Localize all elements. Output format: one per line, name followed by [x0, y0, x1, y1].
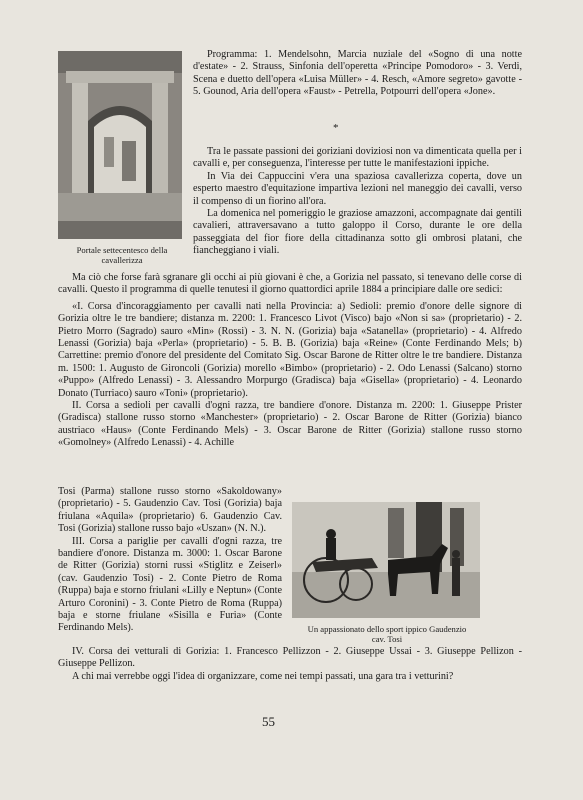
portal-caption: Portale settecentesco della cavallerizza [76, 245, 168, 265]
race-4: IV. Corsa dei vetturali di Gorizia: 1. Francesco Pellizzon - 2. Giuseppe Ussai - 3. Giuseppe Pellizon - Giuseppe Pellizon. [58, 646, 522, 670]
race-2: II. Corsa a sedioli per cavalli d'ogni razza, tre bandiere d'onore. Distanza m. 2200: 1. Giuseppe Prister (Gradisca) stallone russo storno «Manchester» (proprietario) - 2. Oscar Barone de Ritter (Gorizia) bianco austriaco «Haus» (Conte Ferdinando Mels) - 3. Oscar Barone de Ritter (Gorizia) stallone russo storno «Gomolney» (Alfredo Lenassi) - 4. Achille [58, 400, 522, 449]
paragraph-3: La domenica nel pomeriggio le graziose amazzoni, accompagnate dai gentili cavalieri, attraversavano a tutto galoppo il Corso, durante le ore della passeggiata del fior fiore della cittadinanza sotto gli ombrosi platani, che fiancheggiano i viali. [193, 208, 522, 257]
page-number: 55 [262, 714, 275, 729]
section-separator: * [333, 122, 339, 134]
closing-paragraph: A chi mai verrebbe oggi l'idea di organizzare, come nei tempi passati, una gara tra i vetturini? [72, 670, 454, 682]
carriage-caption: Un appassionato dello sport ippico Gaudenzio cav. Tosi [307, 624, 467, 644]
race-1: «I. Corsa d'incoraggiamento per cavalli nati nella Provincia: a) Sedioli: premio d'onore delle signore di Gorizia oltre le tre bandiere; distanza m. 2200: 1. Francesco Livot (Visco) bajo «Non si sa» (proprietario) - 2. Pietro Morro (Sagrado) sauro «Min» (Rossi) - 3. N. N. (Gorizia) baja «Satanella» (proprietario) - 4. Alfredo Lenassi (Gorizia) baja «Perla» (proprietario) - 5. B. B. (Gorizia) baja «Reine» (Conte Ferdinando Mels; b) Carrettine: premio d'onore del presidente del Comitato Sig. Oscar Barone de Ritter oltre le tre bandiere. Distanza m. 1500: 1. Augusto de Gironcoli (Gorizia) morello «Bimbo» (proprietario) - 2. Odo Lenassi (Salcano) storno «Puppo» (Alfredo Lenassi) - 3. Alessandro Morpurgo (Gradisca) baja «Gisella» (proprietario) - 4. Leonardo Donato (Turriaco) sauro «Toni» (proprietario). [58, 300, 522, 399]
bottom-text [58, 646, 522, 683]
paragraph-2: In Via dei Cappuccini v'era una spaziosa cavallerizza coperta, dove un esperto maestro d'equitazione impartiva lezioni nel maneggio dei cavalli, verso il compenso di un fiorino all'ora. [193, 170, 522, 207]
left-column [58, 486, 282, 635]
intro-column [193, 146, 522, 258]
main-text [58, 272, 522, 450]
race-2-cont: Tosi (Parma) stallone russo storno «Sakoldowany» (proprietario) - 5. Gaudenzio Cav. Tosi (Gorizia) baja friulana «Aquila» (proprietario) 6. Gaudenzio Cav. Tosi (Gorizia) stallone russo bajo «Uszan» (N. N.). [58, 486, 282, 535]
carriage-photo [292, 502, 480, 618]
paragraph-4: Ma ciò che forse farà sgranare gli occhi ai più giovani è che, a Gorizia nel passato, si tenevano delle corse di cavalli. Questo il programma di quelle tenutesi il giorno quattordici aprile 1884 a principiare dalle ore sedici: [58, 272, 522, 296]
carriage-image [292, 502, 480, 618]
race-3: III. Corsa a pariglie per cavalli d'ogni razza, tre bandiere d'onore. Distanza m. 3000: 1. Oscar Barone de Ritter (Gorizia) storni russi «Stiglitz e Zeiserl» (cav. Gaudenzio Tosi) - 2. Conte Pietro de Roma (Ruppa) baja e storno friulani «Lilly e Neptun» (Conte Arturo Coronini) - 3. Conte Pietro de Roma (Ruppa) baja e storne friulane «Sisilla e Furia» (Conte Ferdinando Mels). [58, 535, 282, 634]
programma-text: Programma: 1. Mendelsohn, Marcia nuziale del «Sogno di una notte d'estate» - 2. Strauss, Sinfonia dell'operetta «Principe Pomodoro» - 3. Verdi, Scena e duetto dell'opera «Luisa Müller» - 4. Resch, «Amore segreto» gavotte - 5. Gounod, Aria dell'opera «Faust» - Petrella, Potpourri dell'opera «Jone». [193, 49, 522, 98]
portal-image [58, 51, 182, 239]
portal-photo [58, 51, 182, 239]
paragraph-1: Tra le passate passioni dei goriziani doviziosi non va dimenticata quella per i cavalli e, per conseguenza, l'interesse per tutte le manifestazioni ippiche. [193, 146, 522, 170]
